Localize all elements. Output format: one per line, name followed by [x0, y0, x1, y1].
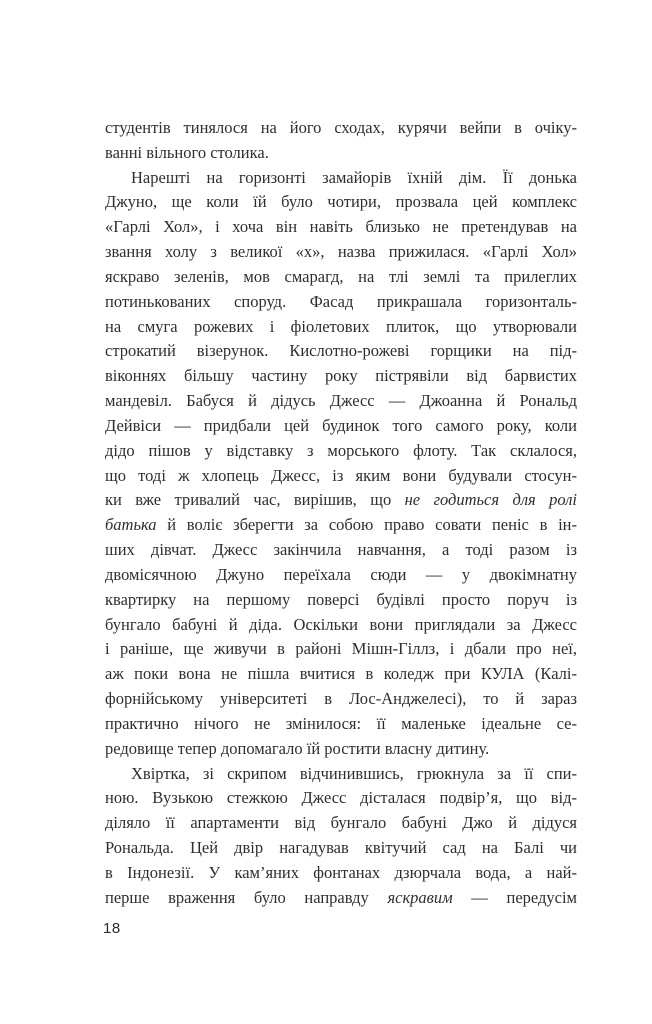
text-segment: Рональда. Цей двір нагадував квітучий сад на Балі чи — [105, 838, 577, 858]
text-segment: і раніше, ще живучи в районі Мішн-Гіллз, і дбали про неї, — [105, 639, 577, 659]
text-segment: ванні вільного столика. — [105, 142, 269, 162]
text-line — [105, 836, 577, 861]
text-line — [105, 811, 577, 836]
italic-text-segment: яскравим — [387, 887, 453, 907]
text-line — [105, 339, 577, 364]
text-line — [105, 290, 577, 315]
text-segment: «Гарлі Хол», і хоча він навіть близько не претендував на — [105, 217, 577, 237]
text-line — [105, 265, 577, 290]
text-line — [105, 712, 577, 737]
text-segment: студентів тинялося на його сходах, курячи вейпи в очіку- — [105, 118, 577, 137]
text-segment: перше враження було направду — [105, 887, 388, 907]
text-line — [105, 190, 577, 215]
text-line — [105, 687, 577, 712]
text-line — [105, 762, 577, 787]
italic-text-segment: батька — [105, 515, 157, 535]
text-segment: Нарешті на горизонті замайорів їхній дім. Її донька — [131, 167, 577, 187]
text-segment: Дейвіси — придбали цей будинок того самого року, коли — [105, 415, 577, 435]
text-segment: в Індонезії. У кам’яних фонтанах дзюрчала вода, а най- — [105, 862, 577, 882]
text-line — [105, 488, 577, 513]
text-segment: яскраво зеленів, мов смарагд, на тлі землі та прилеглих — [105, 266, 577, 286]
text-line — [105, 613, 577, 638]
text-segment: строкатий візерунок. Кислотно-рожеві горщики на під- — [105, 341, 577, 361]
page-number: 18 — [103, 920, 121, 937]
text-segment: й воліє зберегти за собою право совати пеніс в ін- — [156, 515, 577, 535]
text-line — [105, 414, 577, 439]
italic-text-segment: не годиться для ролі — [404, 490, 577, 510]
text-segment: діляло її апартаменти від бунгало бабуні Джо й дідуся — [105, 813, 577, 833]
text-line — [105, 166, 577, 191]
text-line — [105, 737, 577, 762]
text-segment: ших дівчат. Джесс закінчила навчання, а тоді разом із — [105, 540, 577, 560]
text-segment: форнійському університеті в Лос-Анджелесі), то й зараз — [105, 689, 577, 709]
text-line — [105, 861, 577, 886]
text-line — [105, 588, 577, 613]
text-line — [105, 240, 577, 265]
text-line — [105, 389, 577, 414]
text-segment: редовище тепер допомагало їй ростити власну дитину. — [105, 738, 490, 758]
text-segment: що тоді ж хлопець Джесс, із яким вони будували стосун- — [105, 465, 577, 485]
text-segment: ною. Вузькою стежкою Джесс дісталася подвір’я, що від- — [105, 788, 577, 808]
text-segment: на смуга рожевих і фіолетових плиток, що утворювали — [105, 316, 577, 336]
text-line — [105, 215, 577, 240]
text-segment: Джуно, ще коли їй було чотири, прозвала цей комплекс — [105, 192, 577, 212]
text-line — [105, 786, 577, 811]
text-segment: — передусім — [452, 887, 577, 907]
text-segment: Хвіртка, зі скрипом відчинившись, грюкнула за її спи- — [131, 763, 577, 783]
text-line — [105, 637, 577, 662]
text-segment: звання холу з великої «х», назва прижилася. «Гарлі Хол» — [105, 242, 577, 262]
page-text — [105, 116, 577, 911]
text-line — [105, 513, 577, 538]
text-line — [105, 141, 577, 166]
text-segment: аж поки вона не пішла вчитися в коледж при КУЛА (Калі- — [105, 664, 577, 684]
text-segment: квартирку на першому поверсі будівлі просто поруч із — [105, 589, 577, 609]
text-line — [105, 538, 577, 563]
text-segment: віконнях більшу частину року пістрявіли від барвистих — [105, 366, 577, 386]
text-segment: двомісячною Джуно переїхала сюди — у двокімнатну — [105, 564, 577, 584]
text-line — [105, 563, 577, 588]
text-line — [105, 439, 577, 464]
text-line — [105, 886, 577, 911]
text-segment: практично нічого не змінилося: її маленьке ідеальне се- — [105, 713, 577, 733]
text-segment: потинькованих споруд. Фасад прикрашала горизонталь- — [105, 291, 577, 311]
text-line — [105, 464, 577, 489]
text-line — [105, 364, 577, 389]
text-segment: мандевіл. Бабуся й дідусь Джесс — Джоанна й Рональд — [105, 391, 577, 411]
text-segment: дідо пішов у відставку з морського флоту. Так склалося, — [105, 440, 577, 460]
text-line — [105, 315, 577, 340]
text-line — [105, 662, 577, 687]
text-segment: бунгало бабуні й діда. Оскільки вони приглядали за Джесс — [105, 614, 577, 634]
text-line — [105, 116, 577, 141]
text-segment: ки вже тривалий час, вирішив, що — [105, 490, 405, 510]
